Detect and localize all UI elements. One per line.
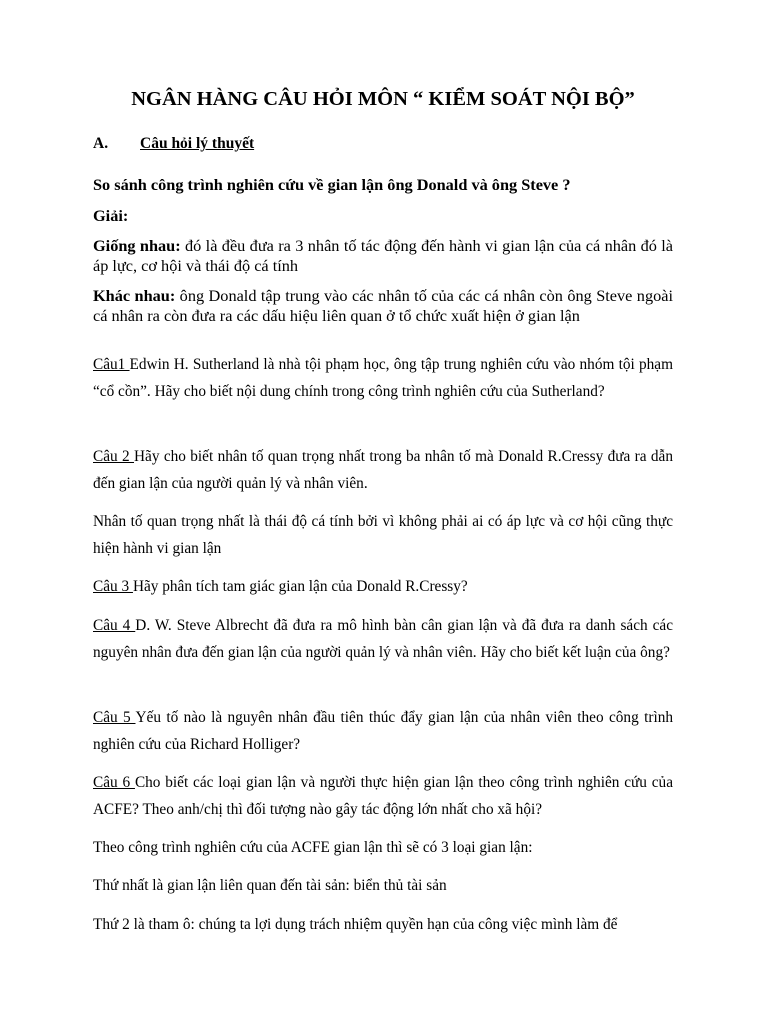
question-2-label: Câu 2 (93, 448, 134, 465)
section-title: Câu hỏi lý thuyết (140, 135, 255, 152)
question-5-label: Câu 5 (93, 709, 136, 726)
section-letter: A. (93, 135, 109, 152)
page-title: NGÂN HÀNG CÂU HỎI MÔN “ KIỂM SOÁT NỘI BỘ” (131, 88, 635, 110)
question-3-text: Hãy phân tích tam giác gian lận của Donald R.Cressy? (132, 578, 468, 595)
question-2 (93, 443, 673, 497)
question-2-text: Hãy cho biết nhân tố quan trọng nhất trong ba nhân tố mà Donald R.Cressy đưa ra dẫn đến gian lận của người quản lý và nhân viên. (93, 448, 673, 492)
similarity-label: Giống nhau: (93, 236, 181, 255)
question-1 (93, 351, 673, 405)
question-6 (93, 769, 673, 823)
question-4-label: Câu 4 (93, 617, 136, 634)
question-5-text: Yếu tố nào là nguyên nhân đầu tiên thúc đẩy gian lận của nhân viên theo công trình nghiên cứu của Richard Holliger? (93, 709, 673, 753)
question-6-text: Cho biết các loại gian lận và người thực hiện gian lận theo công trình nghiên cứu của ACFE? Theo anh/chị thì đối tượng nào gây tác động lớn nhất cho xã hội? (93, 774, 673, 818)
question-4-text: D. W. Steve Albrecht đã đưa ra mô hình bàn cân gian lận và đã đưa ra danh sách các nguyên nhân đưa đến gian lận của người quản lý và nhân viên. Hãy cho biết kết luận của ông? (93, 617, 673, 661)
question-5 (93, 704, 673, 758)
question-1-label: Câu1 (93, 356, 130, 373)
answer-2: Nhân tố quan trọng nhất là thái độ cá tính bởi vì không phải ai có áp lực và cơ hội cũng thực hiện hành vi gian lận (93, 513, 673, 557)
comparison-question: So sánh công trình nghiên cứu về gian lận ông Donald và ông Steve ? (93, 175, 571, 194)
answer-6-first: Thứ nhất là gian lận liên quan đến tài sản: biển thủ tài sản (93, 877, 447, 894)
similarity-paragraph (93, 236, 673, 276)
difference-label: Khác nhau: (93, 286, 176, 305)
section-heading (93, 135, 673, 153)
difference-paragraph (93, 286, 673, 326)
question-6-label: Câu 6 (93, 774, 135, 791)
answer-6-second: Thứ 2 là tham ô: chúng ta lợi dụng trách nhiệm quyền hạn của công việc mình làm để (93, 916, 618, 933)
answer-heading: Giải: (93, 206, 129, 225)
similarity-text: đó là đều đưa ra 3 nhân tố tác động đến hành vi gian lận của cá nhân đó là áp lực, cơ hội và thái độ cá tính (93, 236, 674, 275)
question-1-text: Edwin H. Sutherland là nhà tội phạm học, ông tập trung nghiên cứu vào nhóm tội phạm “cổ cồn”. Hãy cho biết nội dung chính trong công trình nghiên cứu của Sutherland? (93, 356, 673, 400)
question-4 (93, 612, 673, 666)
question-3-label: Câu 3 (93, 578, 133, 595)
answer-6-intro: Theo công trình nghiên cứu của ACFE gian lận thì sẽ có 3 loại gian lận: (93, 839, 533, 856)
difference-text: ông Donald tập trung vào các nhân tố của các cá nhân còn ông Steve ngoài cá nhân ra còn đưa ra các dấu hiệu liên quan ở tổ chức xuất hiện ở gian lận (93, 286, 673, 325)
question-3 (93, 573, 673, 600)
